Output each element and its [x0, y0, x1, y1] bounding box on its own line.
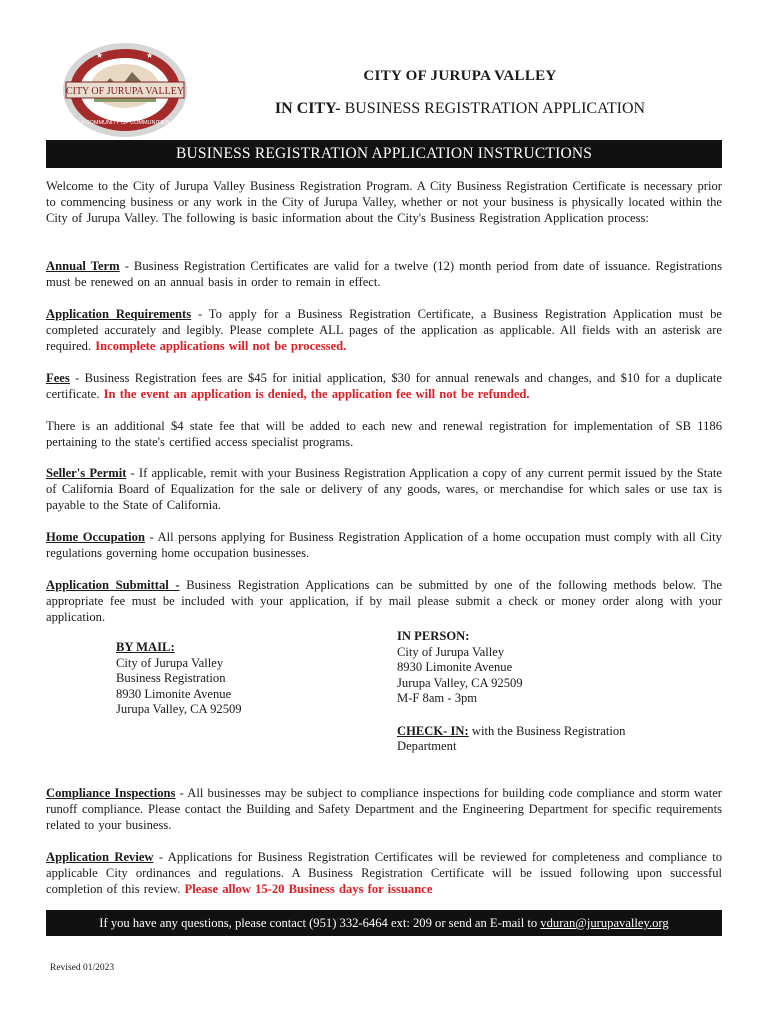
sellers-permit-paragraph: Seller's Permit - If applicable, remit with your Business Registration Application a copy of any current permit issued by the State of California Board of Equalization for the sale or delivery of any goods, wares, or merchandise for which sales or use tax is payable to the State of California.	[46, 466, 722, 512]
fees-paragraph: Fees - Business Registration fees are $45 for initial application, $30 for annual renewals and changes, and $10 for a duplicate certificate. In the event an application is denied, the application fee will not be refunded.	[46, 371, 722, 401]
address-line: City of Jurupa Valley	[397, 644, 505, 659]
in-person-heading: IN PERSON:	[397, 629, 470, 643]
instructions-banner: BUSINESS REGISTRATION APPLICATION INSTRUCTIONS	[46, 140, 722, 168]
address-line: Business Registration	[116, 671, 226, 685]
by-mail-address	[116, 640, 242, 718]
application-review-paragraph: Application Review - Applications for Business Registration Certificates will be reviewed for completeness and compliance to applicable City ordinances and regulations. A Business Registration Certificate will be issued following upon successful completion of this review. Please allow 15-20 Business days for issuance	[46, 850, 722, 896]
svg-text:★: ★	[96, 51, 104, 60]
address-line: Jurupa Valley, CA 92509	[397, 675, 523, 690]
address-line: M-F 8am - 3pm	[397, 691, 478, 705]
state-fee-paragraph: There is an additional $4 state fee that will be added to each new and renewal registration for implementation of SB 1186 pertaining to the state's certified access specialist programs.	[46, 419, 722, 449]
address-line: 8930 Limonite Avenue	[397, 660, 513, 674]
svg-text:CITY OF JURUPA VALLEY: CITY OF JURUPA VALLEY	[65, 86, 185, 97]
revised-date: Revised 01/2023	[50, 963, 115, 973]
address-line: 8930 Limonite Avenue	[116, 686, 232, 701]
address-line: Jurupa Valley, CA 92509	[116, 702, 242, 716]
in-person-address	[397, 629, 625, 755]
email-link[interactable]: vduran@jurupavalley.org	[540, 916, 669, 930]
by-mail-heading: BY MAIL:	[116, 640, 175, 654]
check-in-line-2: Department	[397, 739, 457, 753]
document-subtitle: IN CITY- BUSINESS REGISTRATION APPLICATION	[274, 100, 646, 117]
intro-paragraph: Welcome to the City of Jurupa Valley Business Registration Program. A City Business Registration Certificate is necessary prior to commencing business or any work in the City of Jurupa Valley, whether or not your business is physically located within the City of Jurupa Valley. The following is basic information about the City's Business Registration Application process:	[46, 179, 722, 225]
contact-footer: If you have any questions, please contact (951) 332-6464 ext: 209 or send an E-mail to vduran@jurupavalley.org	[46, 910, 722, 936]
application-submittal-paragraph: Application Submittal - Business Registration Applications can be submitted by one of the following methods below. The appropriate fee must be included with your application, if by mail please submit a check or money order along with your application.	[46, 578, 722, 624]
svg-text:★: ★	[146, 51, 154, 60]
application-requirements-paragraph: Application Requirements - To apply for a Business Registration Certificate, a Business Registration Application must be completed accurately and legibly. Please complete ALL pages of the application as applicable. All fields with an asterisk are required. Incomplete applications will not be processed.	[46, 307, 723, 353]
check-in-line: CHECK- IN: with the Business Registration	[397, 723, 626, 738]
compliance-inspections-paragraph: Compliance Inspections - All businesses may be subject to compliance inspections for building code compliance and storm water runoff compliance. Please contact the Building and Safety Department and the Engineering Department for specific requirements related to your business.	[46, 786, 722, 832]
annual-term-paragraph: Annual Term - Business Registration Certificates are valid for a twelve (12) month period from date of issuance. Registrations must be renewed on an annual basis in order to remain in effect.	[46, 259, 722, 289]
address-line: City of Jurupa Valley	[116, 655, 224, 670]
home-occupation-paragraph: Home Occupation - All persons applying for Business Registration Application of a home occupation must comply with all City regulations governing home occupation businesses.	[46, 530, 722, 560]
document-title: CITY OF JURUPA VALLEY	[363, 68, 557, 84]
city-seal-logo	[60, 40, 190, 140]
svg-text:A COMMUNITY OF COMMUNITIES: A COMMUNITY OF COMMUNITIES	[80, 120, 170, 126]
